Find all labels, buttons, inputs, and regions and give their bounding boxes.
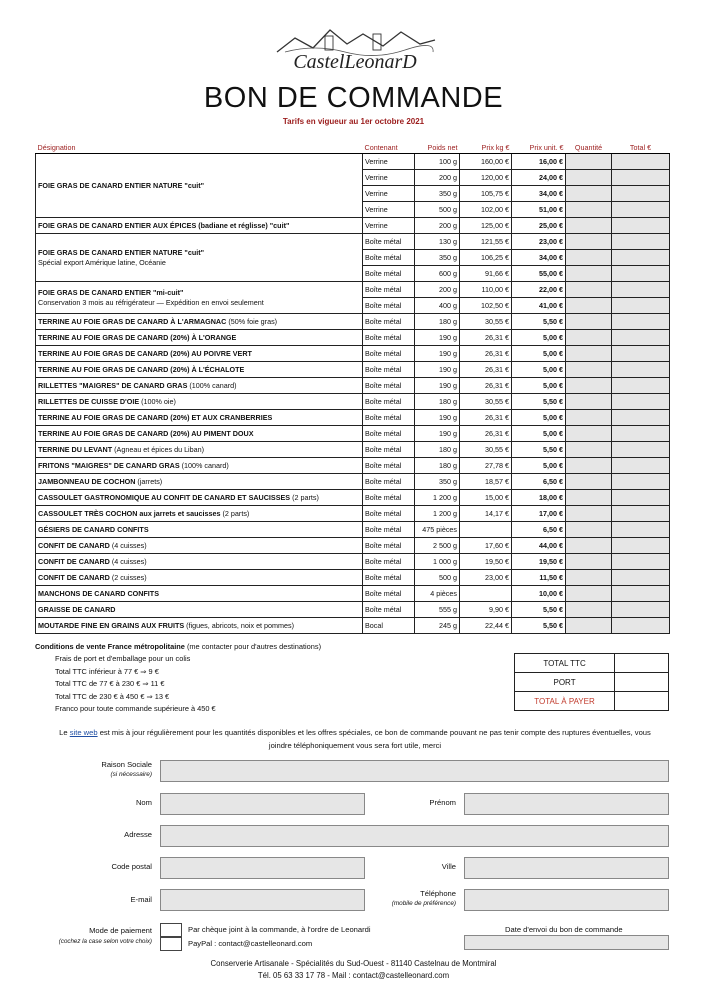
product-designation: TERRINE AU FOIE GRAS DE CANARD (20%) AU PIMENT DOUX (36, 426, 363, 442)
product-designation: GRAISSE DE CANARD (36, 602, 363, 618)
send-date-label: Date d'envoi du bon de commande (505, 925, 623, 934)
table-row (36, 554, 670, 570)
ville-label: Ville (441, 862, 456, 871)
quantity-input[interactable] (566, 266, 612, 282)
conditions-line: Total TTC de 230 € à 450 € ⇒ 13 € (55, 691, 170, 701)
product-poids: 475 pièces (415, 522, 460, 538)
table-row (36, 410, 670, 426)
table-row (36, 362, 670, 378)
product-prix-unit: 44,00 € (512, 538, 566, 554)
product-contenant: Boîte métal (363, 266, 415, 282)
product-poids: 190 g (415, 426, 460, 442)
table-row (36, 458, 670, 474)
table-row (36, 234, 670, 250)
quantity-input[interactable] (566, 394, 612, 410)
product-contenant: Verrine (363, 218, 415, 234)
raison-sociale-field[interactable] (160, 760, 669, 782)
line-total (612, 554, 670, 570)
product-poids: 180 g (415, 442, 460, 458)
page-title: BON DE COMMANDE (203, 82, 504, 114)
product-contenant: Verrine (363, 186, 415, 202)
line-total (612, 522, 670, 538)
quantity-input[interactable] (566, 282, 612, 298)
product-poids: 1 000 g (415, 554, 460, 570)
table-row (36, 474, 670, 490)
product-contenant: Boîte métal (363, 394, 415, 410)
col-total: Total € (612, 141, 670, 154)
line-total (612, 442, 670, 458)
quantity-input[interactable] (566, 538, 612, 554)
product-contenant: Boîte métal (363, 346, 415, 362)
product-designation: CONFIT DE CANARD (4 cuisses) (36, 538, 363, 554)
total-ttc-value[interactable] (615, 654, 669, 673)
product-contenant: Boîte métal (363, 250, 415, 266)
castel-leonard-logo (255, 22, 455, 74)
quantity-input[interactable] (566, 522, 612, 538)
totals-table (514, 653, 669, 711)
product-poids: 130 g (415, 234, 460, 250)
product-prix-unit: 5,50 € (512, 394, 566, 410)
product-prix-unit: 18,00 € (512, 490, 566, 506)
quantity-input[interactable] (566, 586, 612, 602)
line-total (612, 426, 670, 442)
product-poids: 600 g (415, 266, 460, 282)
product-prix-kg: 30,55 € (460, 394, 512, 410)
line-total (612, 362, 670, 378)
product-prix-kg: 9,90 € (460, 602, 512, 618)
product-prix-kg: 26,31 € (460, 378, 512, 394)
product-prix-unit: 5,50 € (512, 314, 566, 330)
product-prix-unit: 51,00 € (512, 202, 566, 218)
line-total (612, 506, 670, 522)
line-total (612, 458, 670, 474)
product-contenant: Boîte métal (363, 538, 415, 554)
line-total (612, 250, 670, 266)
quantity-input[interactable] (566, 250, 612, 266)
quantity-input[interactable] (566, 234, 612, 250)
product-prix-kg: 26,31 € (460, 362, 512, 378)
footer-address: Conserverie Artisanale - Spécialités du Sud-Ouest - 81140 Castelnau de Montmiral (210, 959, 497, 968)
product-designation: CONFIT DE CANARD (2 cuisses) (36, 570, 363, 586)
product-contenant: Boîte métal (363, 458, 415, 474)
line-total (612, 202, 670, 218)
product-designation: RILLETTES DE CUISSE D'OIE (100% oie) (36, 394, 363, 410)
product-poids: 500 g (415, 202, 460, 218)
availability-note: Le site web est mis à jour régulièrement pour les quantités disponibles et les offres spéciales, ce bon de commande pouvant ne pas tenir compte des ruptures éventuelles, vous joindre téléphoniquement vous sera fort utile, merci (59, 728, 651, 750)
line-total (612, 266, 670, 282)
col-poids: Poids net (415, 141, 460, 154)
quantity-input[interactable] (566, 602, 612, 618)
product-contenant: Boîte métal (363, 282, 415, 298)
table-row (36, 426, 670, 442)
product-prix-kg: 106,25 € (460, 250, 512, 266)
table-row (36, 218, 670, 234)
product-prix-unit: 34,00 € (512, 250, 566, 266)
product-poids: 350 g (415, 250, 460, 266)
port-label: PORT (515, 673, 615, 692)
product-contenant: Boîte métal (363, 506, 415, 522)
table-row (36, 586, 670, 602)
product-poids: 245 g (415, 618, 460, 634)
code-postal-label: Code postal (111, 862, 152, 871)
table-row (36, 618, 670, 634)
product-prix-kg: 15,00 € (460, 490, 512, 506)
product-prix-kg (460, 586, 512, 602)
table-row (36, 346, 670, 362)
quantity-input[interactable] (566, 186, 612, 202)
product-prix-kg: 26,31 € (460, 410, 512, 426)
conditions-line: Total TTC inférieur à 77 € ⇒ 9 € (55, 666, 159, 676)
product-designation: TERRINE AU FOIE GRAS DE CANARD (20%) À L'ORANGE (36, 330, 363, 346)
quantity-input[interactable] (566, 442, 612, 458)
email-field[interactable] (160, 889, 365, 911)
product-contenant: Bocal (363, 618, 415, 634)
product-prix-unit: 19,50 € (512, 554, 566, 570)
product-prix-unit: 5,00 € (512, 330, 566, 346)
product-prix-kg: 23,00 € (460, 570, 512, 586)
line-total (612, 570, 670, 586)
product-prix-kg: 30,55 € (460, 314, 512, 330)
product-prix-kg: 18,57 € (460, 474, 512, 490)
product-prix-kg: 22,44 € (460, 618, 512, 634)
product-poids: 2 500 g (415, 538, 460, 554)
product-designation: CASSOULET TRÈS COCHON aux jarrets et saucisses (2 parts) (36, 506, 363, 522)
line-total (612, 298, 670, 314)
product-contenant: Verrine (363, 202, 415, 218)
product-poids: 180 g (415, 458, 460, 474)
order-table (35, 141, 670, 634)
product-contenant: Boîte métal (363, 586, 415, 602)
product-contenant: Boîte métal (363, 410, 415, 426)
product-designation: FOIE GRAS DE CANARD ENTIER NATURE "cuit" (36, 154, 363, 218)
product-prix-kg: 30,55 € (460, 442, 512, 458)
product-contenant: Boîte métal (363, 330, 415, 346)
table-row (36, 490, 670, 506)
line-total (612, 346, 670, 362)
product-poids: 200 g (415, 170, 460, 186)
table-row (36, 602, 670, 618)
line-total (612, 410, 670, 426)
cheque-checkbox[interactable] (160, 923, 182, 937)
col-prix-unit: Prix unit. € (512, 141, 566, 154)
telephone-label: Téléphone (mobile de préférence) (391, 889, 456, 907)
prenom-field[interactable] (464, 793, 669, 815)
product-prix-kg: 160,00 € (460, 154, 512, 170)
table-row (36, 522, 670, 538)
table-row (36, 570, 670, 586)
logo-text: CastelLeonarD (293, 51, 417, 73)
footer-contact: Tél. 05 63 33 17 78 - Mail : contact@castelleonard.com (257, 971, 450, 980)
quantity-input[interactable] (566, 474, 612, 490)
line-total (612, 186, 670, 202)
product-designation: FRITONS "MAIGRES" DE CANARD GRAS (100% canard) (36, 458, 363, 474)
send-date-field[interactable] (464, 935, 669, 950)
adresse-field[interactable] (160, 825, 669, 847)
total-payer-value[interactable] (615, 692, 669, 711)
nom-label: Nom (135, 798, 152, 807)
quantity-input[interactable] (566, 314, 612, 330)
product-designation: CASSOULET GASTRONOMIQUE AU CONFIT DE CANARD ET SAUCISSES (2 parts) (36, 490, 363, 506)
product-poids: 350 g (415, 186, 460, 202)
product-prix-unit: 24,00 € (512, 170, 566, 186)
tariff-subtitle: Tarifs en vigueur au 1er octobre 2021 (282, 117, 425, 126)
product-prix-unit: 23,00 € (512, 234, 566, 250)
product-prix-unit: 25,00 € (512, 218, 566, 234)
product-designation: MOUTARDE FINE EN GRAINS AUX FRUITS (figues, abricots, noix et pommes) (36, 618, 363, 634)
payment-mode-label: Mode de paiement (cochez la case selon votre choix) (58, 926, 152, 945)
ville-field[interactable] (464, 857, 669, 879)
product-poids: 100 g (415, 154, 460, 170)
product-prix-unit: 5,00 € (512, 410, 566, 426)
product-poids: 555 g (415, 602, 460, 618)
line-total (612, 282, 670, 298)
product-prix-kg: 125,00 € (460, 218, 512, 234)
product-prix-unit: 11,50 € (512, 570, 566, 586)
product-contenant: Verrine (363, 154, 415, 170)
table-row (36, 378, 670, 394)
col-quantite: Quantité (566, 141, 612, 154)
adresse-label: Adresse (124, 830, 152, 839)
product-poids: 1 200 g (415, 490, 460, 506)
table-row (36, 506, 670, 522)
product-contenant: Boîte métal (363, 522, 415, 538)
product-poids: 500 g (415, 570, 460, 586)
product-contenant: Boîte métal (363, 602, 415, 618)
product-poids: 190 g (415, 362, 460, 378)
product-poids: 180 g (415, 394, 460, 410)
quantity-input[interactable] (566, 490, 612, 506)
product-prix-kg: 121,55 € (460, 234, 512, 250)
product-prix-unit: 34,00 € (512, 186, 566, 202)
paypal-checkbox[interactable] (160, 937, 182, 951)
product-prix-unit: 41,00 € (512, 298, 566, 314)
product-contenant: Boîte métal (363, 314, 415, 330)
table-row (36, 394, 670, 410)
table-row (36, 538, 670, 554)
product-designation: GÉSIERS DE CANARD CONFITS (36, 522, 363, 538)
product-prix-unit: 22,00 € (512, 282, 566, 298)
product-designation: FOIE GRAS DE CANARD ENTIER "mi-cuit" Conservation 3 mois au réfrigérateur — Expédition en envoi seulement (36, 282, 363, 314)
product-prix-unit: 17,00 € (512, 506, 566, 522)
product-contenant: Boîte métal (363, 490, 415, 506)
product-prix-kg: 26,31 € (460, 426, 512, 442)
footer (0, 958, 707, 982)
product-prix-kg: 17,60 € (460, 538, 512, 554)
paypal-option-label: PayPal : contact@castelleonard.com (188, 939, 313, 948)
product-prix-kg: 19,50 € (460, 554, 512, 570)
quantity-input[interactable] (566, 618, 612, 634)
line-total (612, 618, 670, 634)
table-row (36, 330, 670, 346)
product-prix-unit: 16,00 € (512, 154, 566, 170)
line-total (612, 170, 670, 186)
product-prix-unit: 5,50 € (512, 602, 566, 618)
line-total (612, 394, 670, 410)
total-ttc-label: TOTAL TTC (515, 654, 615, 673)
quantity-input[interactable] (566, 426, 612, 442)
product-prix-unit: 6,50 € (512, 474, 566, 490)
product-poids: 1 200 g (415, 506, 460, 522)
product-poids: 200 g (415, 282, 460, 298)
col-designation: Désignation (36, 141, 363, 154)
product-contenant: Boîte métal (363, 378, 415, 394)
quantity-input[interactable] (566, 218, 612, 234)
line-total (612, 378, 670, 394)
product-designation: FOIE GRAS DE CANARD ENTIER NATURE "cuit" Spécial export Amérique latine, Océanie (36, 234, 363, 282)
col-contenant: Contenant (363, 141, 415, 154)
product-prix-unit: 10,00 € (512, 586, 566, 602)
product-prix-kg: 14,17 € (460, 506, 512, 522)
product-poids: 190 g (415, 410, 460, 426)
product-contenant: Boîte métal (363, 474, 415, 490)
line-total (612, 154, 670, 170)
quantity-input[interactable] (566, 554, 612, 570)
product-designation: MANCHONS DE CANARD CONFITS (36, 586, 363, 602)
product-prix-unit: 5,50 € (512, 442, 566, 458)
line-total (612, 602, 670, 618)
email-label: E-mail (130, 895, 152, 904)
col-prix-kg: Prix kg € (460, 141, 512, 154)
quantity-input[interactable] (566, 202, 612, 218)
table-row (36, 442, 670, 458)
product-designation: TERRINE AU FOIE GRAS DE CANARD À L'ARMAGNAC (50% foie gras) (36, 314, 363, 330)
conditions-line: Total TTC de 77 € à 230 € ⇒ 11 € (55, 679, 165, 689)
total-payer-label: TOTAL À PAYER (515, 692, 615, 711)
product-poids: 190 g (415, 378, 460, 394)
conditions-line: Frais de port et d'emballage pour un colis (55, 654, 191, 664)
product-prix-kg: 26,31 € (460, 330, 512, 346)
product-designation: RILLETTES "MAIGRES" DE CANARD GRAS (100% canard) (36, 378, 363, 394)
product-designation: TERRINE AU FOIE GRAS DE CANARD (20%) ET AUX CRANBERRIES (36, 410, 363, 426)
quantity-input[interactable] (566, 346, 612, 362)
product-prix-kg (460, 522, 512, 538)
product-poids: 190 g (415, 346, 460, 362)
quantity-input[interactable] (566, 298, 612, 314)
product-poids: 4 pièces (415, 586, 460, 602)
product-contenant: Verrine (363, 170, 415, 186)
product-contenant: Boîte métal (363, 426, 415, 442)
sales-conditions (35, 641, 321, 715)
product-prix-kg: 91,66 € (460, 266, 512, 282)
product-prix-unit: 55,00 € (512, 266, 566, 282)
product-designation: CONFIT DE CANARD (4 cuisses) (36, 554, 363, 570)
raison-sociale-label: Raison Sociale (si nécessaire) (101, 760, 152, 778)
product-contenant: Boîte métal (363, 362, 415, 378)
site-web-link[interactable]: site web (69, 728, 98, 737)
product-designation: TERRINE DU LEVANT (Agneau et épices du Liban) (36, 442, 363, 458)
product-prix-unit: 5,00 € (512, 362, 566, 378)
product-prix-unit: 5,00 € (512, 458, 566, 474)
table-row (36, 314, 670, 330)
product-prix-kg: 27,78 € (460, 458, 512, 474)
line-total (612, 330, 670, 346)
product-contenant: Boîte métal (363, 442, 415, 458)
product-designation: FOIE GRAS DE CANARD ENTIER AUX ÉPICES (badiane et réglisse) "cuit" (36, 218, 363, 234)
product-designation: JAMBONNEAU DE COCHON (jarrets) (36, 474, 363, 490)
prenom-label: Prénom (429, 798, 456, 807)
product-poids: 200 g (415, 218, 460, 234)
product-prix-unit: 5,00 € (512, 426, 566, 442)
quantity-input[interactable] (566, 330, 612, 346)
quantity-input[interactable] (566, 570, 612, 586)
product-contenant: Boîte métal (363, 234, 415, 250)
product-poids: 180 g (415, 314, 460, 330)
code-postal-field[interactable] (160, 857, 365, 879)
product-prix-kg: 105,75 € (460, 186, 512, 202)
product-prix-unit: 5,00 € (512, 346, 566, 362)
table-row (36, 282, 670, 298)
line-total (612, 234, 670, 250)
quantity-input[interactable] (566, 506, 612, 522)
table-row (36, 154, 670, 170)
product-contenant: Boîte métal (363, 298, 415, 314)
conditions-title: Conditions de vente France métropolitaine (me contacter pour d'autres destinations) (35, 642, 322, 651)
line-total (612, 314, 670, 330)
line-total (612, 474, 670, 490)
quantity-input[interactable] (566, 378, 612, 394)
line-total (612, 538, 670, 554)
product-prix-kg: 102,50 € (460, 298, 512, 314)
quantity-input[interactable] (566, 410, 612, 426)
quantity-input[interactable] (566, 458, 612, 474)
product-prix-kg: 26,31 € (460, 346, 512, 362)
nom-field[interactable] (160, 793, 365, 815)
product-designation: TERRINE AU FOIE GRAS DE CANARD (20%) À L'ÉCHALOTE (36, 362, 363, 378)
product-designation: TERRINE AU FOIE GRAS DE CANARD (20%) AU POIVRE VERT (36, 346, 363, 362)
product-contenant: Boîte métal (363, 554, 415, 570)
quantity-input[interactable] (566, 154, 612, 170)
product-prix-unit: 6,50 € (512, 522, 566, 538)
product-poids: 190 g (415, 330, 460, 346)
product-prix-unit: 5,50 € (512, 618, 566, 634)
product-poids: 350 g (415, 474, 460, 490)
product-prix-kg: 110,00 € (460, 282, 512, 298)
product-prix-kg: 102,00 € (460, 202, 512, 218)
table-header (36, 141, 670, 154)
line-total (612, 218, 670, 234)
telephone-field[interactable] (464, 889, 669, 911)
conditions-line: Franco pour toute commande supérieure à 450 € (55, 704, 216, 714)
product-prix-unit: 5,00 € (512, 378, 566, 394)
product-contenant: Boîte métal (363, 570, 415, 586)
product-prix-kg: 120,00 € (460, 170, 512, 186)
line-total (612, 490, 670, 506)
port-value[interactable] (615, 673, 669, 692)
quantity-input[interactable] (566, 170, 612, 186)
cheque-option-label: Par chèque joint à la commande, à l'ordre de Leonardi (188, 925, 371, 934)
product-poids: 400 g (415, 298, 460, 314)
quantity-input[interactable] (566, 362, 612, 378)
line-total (612, 586, 670, 602)
